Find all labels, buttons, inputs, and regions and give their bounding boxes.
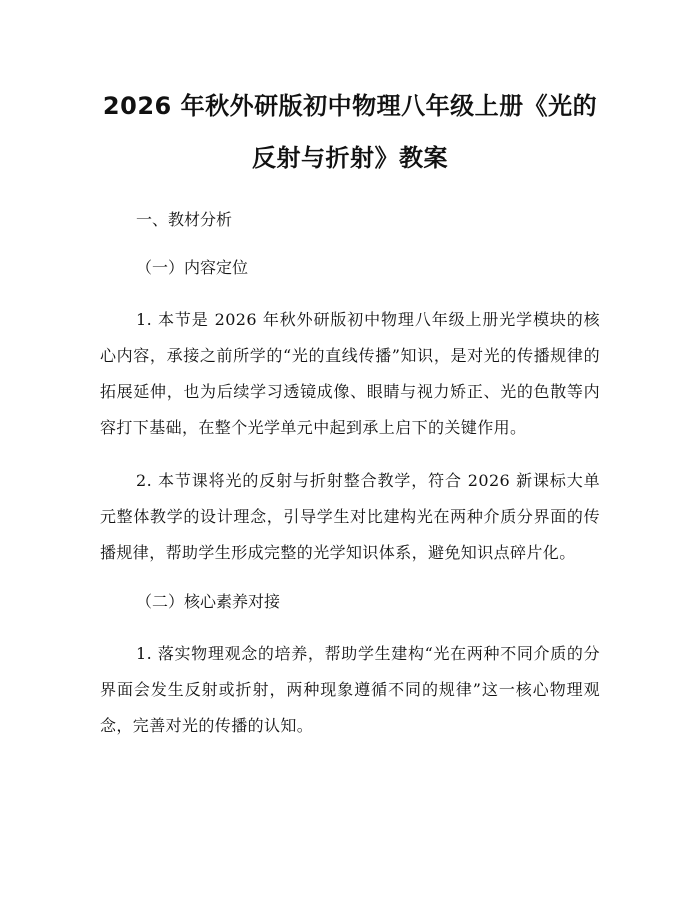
document-title [100,80,600,184]
title-line-1: 2026 年秋外研版初中物理八年级上册《光的 [102,92,598,120]
subsection-heading-content-positioning: （一）内容定位 [136,258,249,277]
paragraph-content-positioning-1: 1. 本节是 2026 年秋外研版初中物理八年级上册光学模块的核心内容，承接之前所学的“光的直线传播”知识，是对光的传播规律的拓展延伸，也为后续学习透镜成像、眼睛与视力矫正、光的色散等内容打下基础，在整个光学单元中起到承上启下的关键作用。 [100,310,600,437]
section-heading-textbook-analysis: 一、教材分析 [136,210,233,229]
paragraph-core-literacy-1: 1. 落实物理观念的培养，帮助学生建构“光在两种不同介质的分界面会发生反射或折射，两种现象遵循不同的规律”这一核心物理观念，完善对光的传播的认知。 [100,644,600,735]
title-line-2: 反射与折射》教案 [252,144,448,172]
paragraph-content-positioning-2: 2. 本节课将光的反射与折射整合教学，符合 2026 新课标大单元整体教学的设计理念，引导学生对比建构光在两种介质分界面的传播规律，帮助学生形成完整的光学知识体系，避免知识点碎片化。 [100,471,600,562]
subsection-heading-core-literacy: （二）核心素养对接 [136,592,281,611]
